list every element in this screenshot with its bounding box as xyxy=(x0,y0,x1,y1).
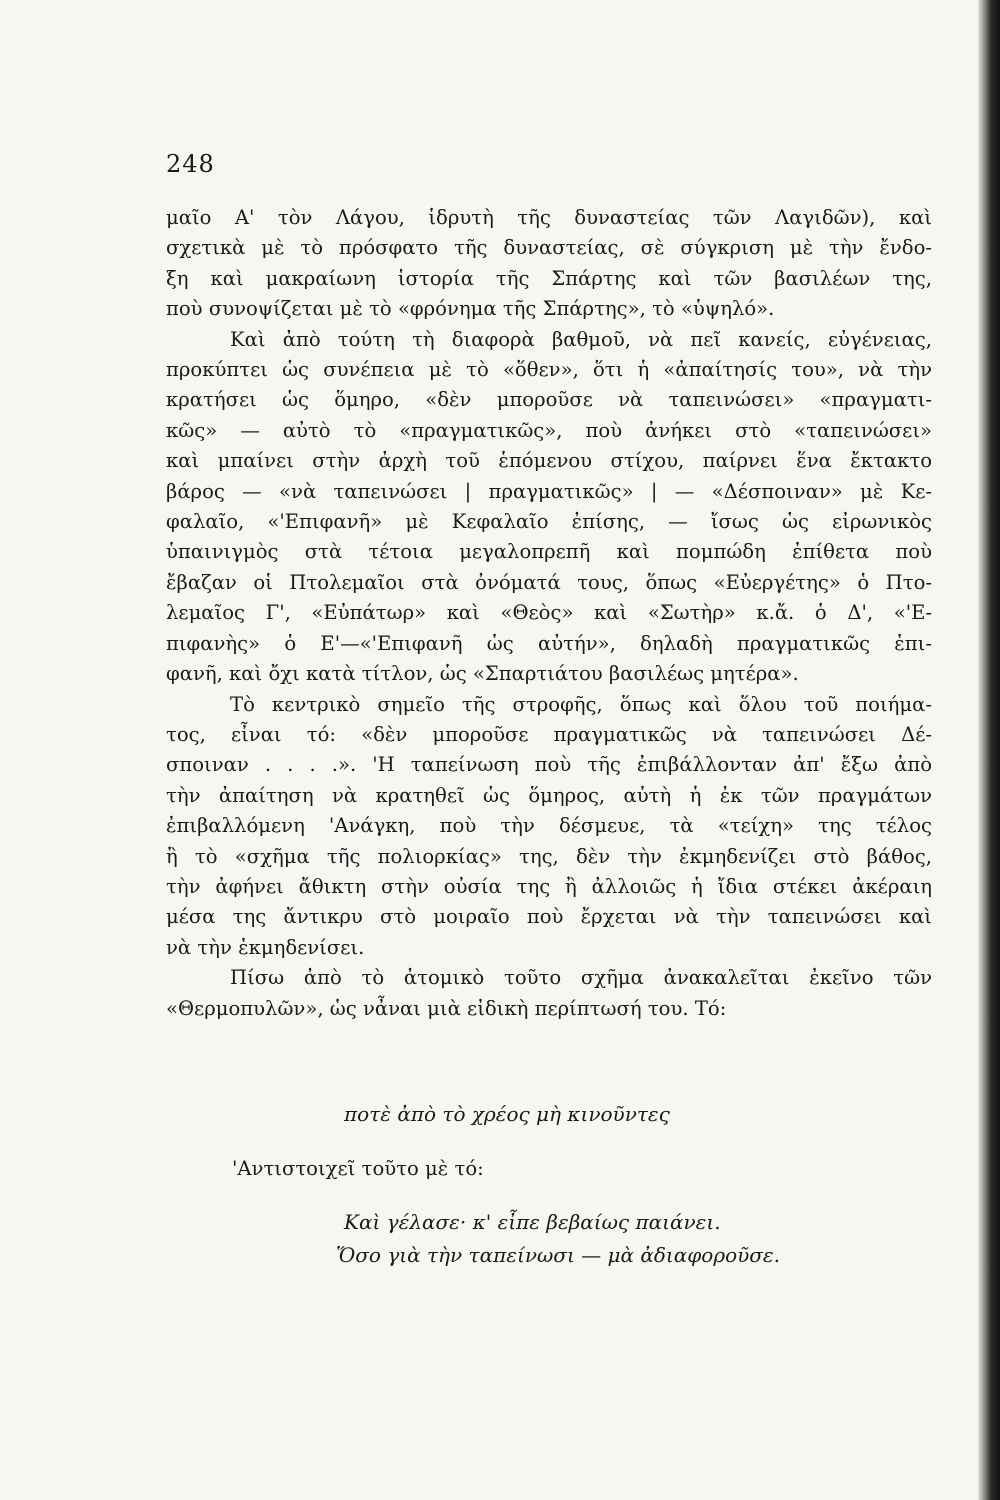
page-number: 248 xyxy=(166,150,215,178)
verse-quote-line: Ὅσο γιὰ τὴν ταπείνωσι — μὰ ἀδιαφοροῦσε. xyxy=(336,1243,781,1267)
text-line: ἔβαζαν οἱ Πτολεμαῖοι στὰ ὀνόματά τους, ὅπως «Εὐεργέτης» ὁ Πτο- xyxy=(166,570,932,594)
text-line: μαῖο Α' τὸν Λάγου, ἱδρυτὴ τῆς δυναστείας τῶν Λαγιδῶν), καὶ xyxy=(166,206,932,229)
text-line: κρατήσει ὡς ὅμηρο, «δὲν μποροῦσε νὰ ταπεινώσει» «πραγματι- xyxy=(166,388,932,412)
text-line: ἢ τὸ «σχῆμα τῆς πολιορκίας» της, δὲν τὴν ἐκμηδενίζει στὸ βάθος, xyxy=(166,844,932,868)
text-line: σχετικὰ μὲ τὸ πρόσφατο τῆς δυναστείας, σὲ σύγκριση μὲ τὴν ἔνδο- xyxy=(166,236,932,260)
text-line: νὰ τὴν ἐκμηδενίσει. xyxy=(166,935,365,959)
paragraph xyxy=(166,203,932,325)
text-line: ποὺ συνοψίζεται μὲ τὸ «φρόνημα τῆς Σπάρτης», τὸ «ὑψηλό». xyxy=(166,297,775,321)
text-line: πιφανὴς» ὁ Ε'—«'Επιφανῆ ὡς αὐτήν», δηλαδὴ πραγματικῶς ἐπι- xyxy=(166,631,932,655)
text-line: καὶ μπαίνει στὴν ἀρχὴ τοῦ ἑπόμενου στίχου, παίρνει ἕνα ἔκτακτο xyxy=(166,449,932,473)
scan-edge-shadow xyxy=(978,0,1000,1500)
text-line: σποιναν . . . .». 'Η ταπείνωση ποὺ τῆς ἐπιβάλλονταν ἀπ' ἔξω ἀπὸ xyxy=(166,753,932,777)
text-line: ὑπαινιγμὸς στὰ τέτοια μεγαλοπρεπῆ καὶ πομπώδη ἐπίθετα ποὺ xyxy=(166,540,932,564)
text-line: μέσα της ἄντικρυ στὸ μοιραῖο ποὺ ἔρχεται νὰ τὴν ταπεινώσει καὶ xyxy=(166,905,932,929)
text-line: Καὶ ἀπὸ τούτη τὴ διαφορὰ βαθμοῦ, νὰ πεῖ κανείς, εὐγένειας, xyxy=(230,327,932,351)
verse-quote-line: Καὶ γέλασε· κ' εἶπε βεβαίως παιάνει. xyxy=(344,1210,721,1234)
text-line: Πίσω ἀπὸ τὸ ἀτομικὸ τοῦτο σχῆμα ἀνακαλεῖται ἐκεῖνο τῶν xyxy=(230,966,932,990)
text-line: ἐπιβαλλόμενη 'Ανάγκη, ποὺ τὴν δέσμευε, τὰ «τείχη» της τέλος xyxy=(166,814,932,838)
text-line: τὴν ἀπαίτηση νὰ κρατηθεῖ ὡς ὅμηρος, αὐτὴ ἡ ἐκ τῶν πραγμάτων xyxy=(166,783,932,807)
text-line: κῶς» — αὐτὸ τὸ «πραγματικῶς», ποὺ ἀνήκει στὸ «ταπεινώσει» xyxy=(166,418,932,442)
text-line: ξη καὶ μακραίωνη ἱστορία τῆς Σπάρτης καὶ τῶν βασιλέων της, xyxy=(166,266,932,290)
body-text xyxy=(166,203,932,1024)
bridge-line: 'Αντιστοιχεῖ τοῦτο μὲ τό: xyxy=(232,1157,484,1180)
text-line: Τὸ κεντρικὸ σημεῖο τῆς στροφῆς, ὅπως καὶ ὅλου τοῦ ποιήμα- xyxy=(230,692,932,716)
text-line: φαλαῖο, «'Επιφανῆ» μὲ Κεφαλαῖο ἐπίσης, — ἴσως ὡς εἰρωνικὸς xyxy=(166,510,932,534)
text-line: τος, εἶναι τό: «δὲν μποροῦσε πραγματικῶς νὰ ταπεινώσει Δέ- xyxy=(166,722,932,746)
text-line: «Θερμοπυλῶν», ὡς νἆναι μιὰ εἰδικὴ περίπτωσή του. Τό: xyxy=(166,996,727,1020)
text-line: προκύπτει ὡς συνέπεια μὲ τὸ «ὅθεν», ὅτι ἡ «ἀπαίτησίς του», νὰ τὴν xyxy=(166,358,932,382)
paragraph xyxy=(166,325,932,690)
text-line: φανῆ, καὶ ὄχι κατὰ τίτλον, ὡς «Σπαρτιάτου βασιλέως μητέρα». xyxy=(166,662,799,686)
text-line: βάρος — «νὰ ταπεινώσει | πραγματικῶς» | — «Δέσποιναν» μὲ Κε- xyxy=(166,479,932,503)
text-line: τὴν ἀφήνει ἄθικτη στὴν οὐσία της ἢ ἀλλοιῶς ἡ ἴδια στέκει ἀκέραιη xyxy=(166,874,932,898)
verse-quote: ποτὲ ἀπὸ τὸ χρέος μὴ κινοῦντες xyxy=(344,1102,670,1126)
paragraph xyxy=(166,690,932,964)
paragraph xyxy=(166,963,932,1024)
text-line: λεμαῖος Γ', «Εὐπάτωρ» καὶ «Θεὸς» καὶ «Σωτὴρ» κ.ἄ. ὁ Δ', «'Ε- xyxy=(166,601,932,625)
